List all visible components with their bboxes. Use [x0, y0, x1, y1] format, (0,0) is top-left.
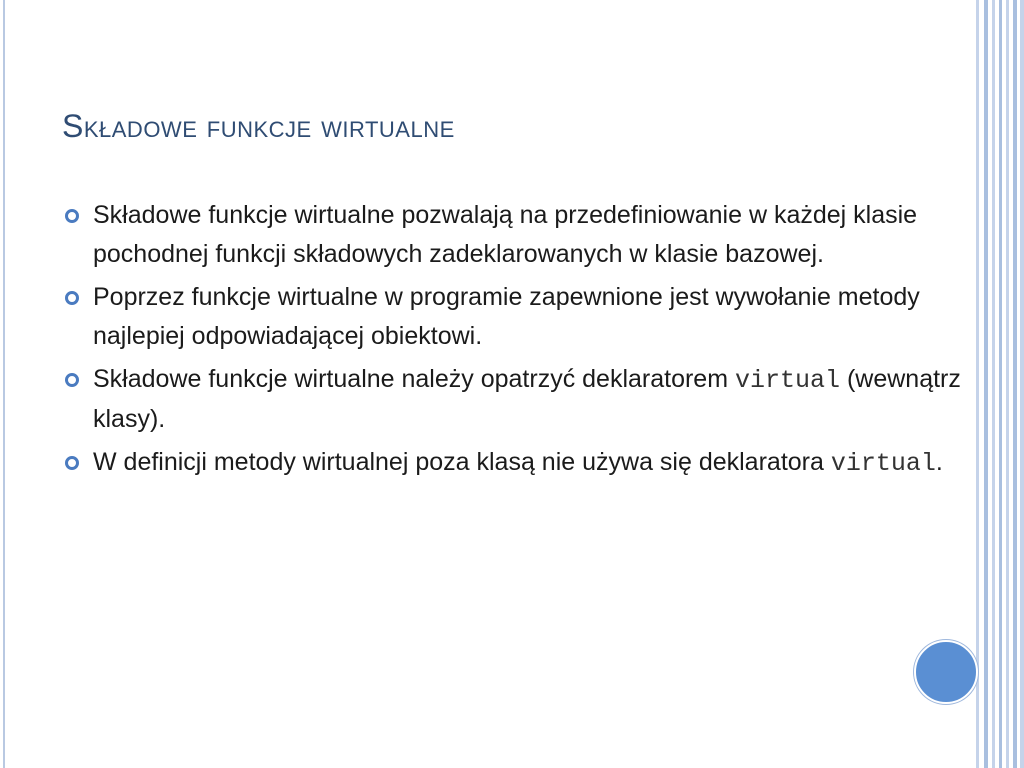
code-keyword: virtual [734, 366, 841, 395]
bullet-item [62, 443, 962, 483]
bullet-text: W definicji metody wirtualnej poza klasą nie używa się deklaratora [93, 448, 831, 476]
decorative-stripe [992, 0, 995, 768]
bullet-ring-icon [65, 373, 79, 387]
bullet-ring-icon [65, 291, 79, 305]
decorative-circle [914, 640, 978, 704]
code-keyword: virtual [830, 449, 936, 478]
bullet-list [62, 196, 962, 487]
decorative-stripe [976, 0, 979, 768]
bullet-text: Składowe funkcje wirtualne należy opatrzyć deklaratorem [93, 365, 735, 393]
bullet-ring-icon [65, 209, 79, 223]
bullet-item [62, 360, 962, 439]
decorative-stripe [1006, 0, 1009, 768]
bullet-text: . [935, 448, 943, 476]
bullet-text: Składowe funkcje wirtualne pozwalają na przedefiniowanie w każdej klasie pochodnej funkcji składowych zadeklarowanych w klasie bazowej. [93, 201, 918, 268]
left-frame-line [3, 0, 5, 768]
bullet-item [62, 196, 962, 274]
decorative-stripe [1020, 0, 1024, 768]
bullet-item [62, 278, 962, 356]
slide-title: Składowe funkcje wirtualne [62, 108, 455, 144]
bullet-ring-icon [65, 456, 79, 470]
bullet-text: (wewnątrz klasy). [93, 365, 961, 433]
bullet-text: Poprzez funkcje wirtualne w programie zapewnione jest wywołanie metody najlepiej odpowiadającej obiektowi. [93, 283, 920, 350]
decorative-stripe [1013, 0, 1017, 768]
decorative-stripe [999, 0, 1002, 768]
decorative-stripe [984, 0, 988, 768]
